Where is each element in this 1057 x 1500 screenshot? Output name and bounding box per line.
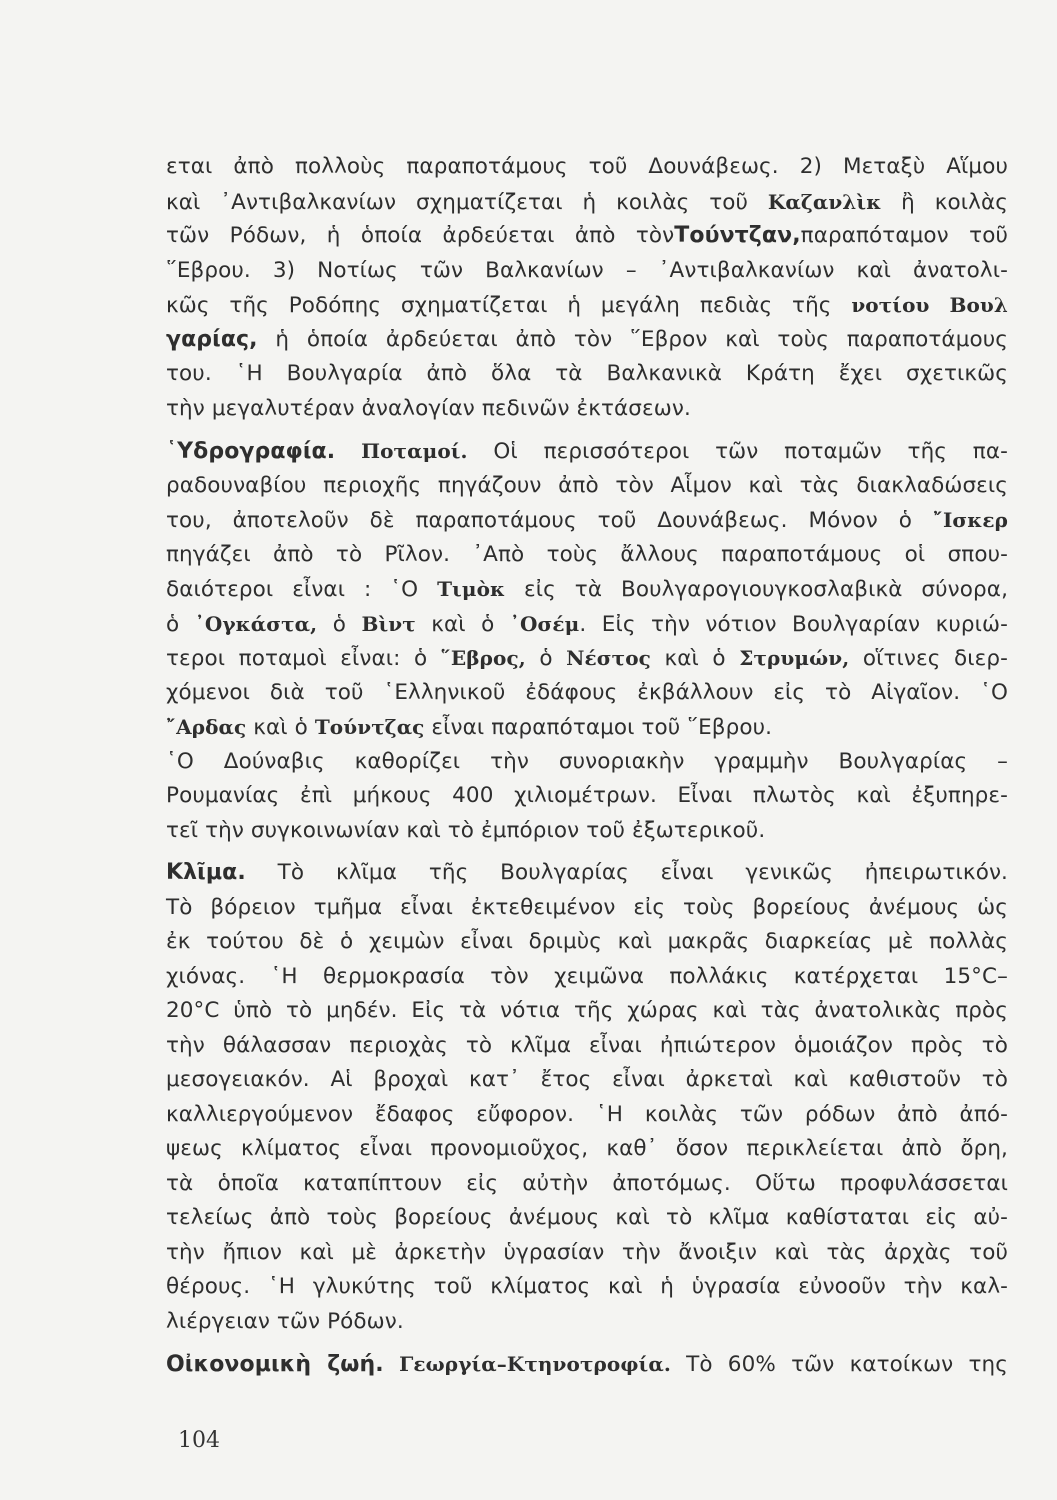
- text-line: [166, 1305, 1008, 1340]
- bold-term: ᾽Ογκάστα,: [194, 611, 318, 636]
- text-run: ῞Εβρου. 3) Νοτίως τῶν Βαλκανίων – ᾽Αντιβαλκανίων καὶ ἀνατολι-: [166, 257, 1008, 283]
- text-run: Τὸ κλῖμα τῆς Βουλγαρίας εἶναι γενικῶς ἠπειρωτικόν.: [245, 860, 1008, 885]
- text-line: [166, 503, 1008, 538]
- bold-term: ῎Αρδας: [166, 715, 247, 739]
- text-run: καλλιεργούμενον ἔδαφος εὔφορον. ῾Η κοιλὰς τῶν ρόδων ἀπὸ ἀπό-: [166, 1101, 1008, 1127]
- text-line: [166, 641, 1008, 676]
- text-run: ψεως κλίματος εἶναι προνομιοῦχος, καθ᾽ ὅσον περικλείεται ἀπὸ ὄρη,: [166, 1136, 1008, 1161]
- text-run: παραπόταμον τοῦ: [800, 223, 1008, 248]
- text-run: ἡ ὁποία ἀρδεύεται ἀπὸ τὸν ῞Εβρον καὶ τοὺς παραποτάμους: [257, 326, 1008, 352]
- text-run: τεῖ τὴν συγκοινωνίαν καὶ τὸ ἐμπόριον τοῦ ἐξωτερικοῦ.: [166, 817, 766, 843]
- text-line: [166, 994, 1008, 1029]
- text-run: τῶν Ρόδων, ἡ ὁποία ἀρδεύεται ἀπὸ τὸν: [166, 223, 675, 248]
- bold-term: Καζανλὶκ: [767, 189, 882, 214]
- body-text: [166, 150, 1008, 1382]
- text-line: [166, 1167, 1008, 1202]
- text-line: [166, 891, 1008, 926]
- text-line: [166, 150, 1008, 185]
- text-line: [166, 469, 1008, 504]
- text-run: χιόνας. ῾Η θερμοκρασία τὸν χειμῶνα πολλάκις κατέρχεται 15°C–: [166, 963, 1008, 989]
- section-heading: Κλῖμα.: [166, 860, 246, 885]
- text-line: [166, 676, 1008, 711]
- bold-term: ῞Εβρος,: [440, 646, 526, 670]
- text-run: Οἱ περισσότεροι τῶν ποταμῶν τῆς πα-: [467, 439, 1008, 464]
- text-line: [166, 434, 1008, 469]
- text-line: [166, 1098, 1008, 1133]
- text-run: ἐκ τούτου δὲ ὁ χειμὼν εἶναι δριμὺς καὶ μακρᾶς διαρκείας μὲ πολλὰς: [166, 929, 1008, 954]
- text-line: [166, 357, 1008, 392]
- text-run: πηγάζει ἀπὸ τὸ Ρῖλον. ᾽Απὸ τοὺς ἄλλους παραποτάμους οἱ σπου-: [166, 541, 1008, 567]
- text-run: 20°C ὑπὸ τὸ μηδέν. Εἰς τὰ νότια τῆς χώρας καὶ τὰς ἀνατολικὰς πρὸς: [166, 998, 1008, 1023]
- text-line: [166, 1063, 1008, 1098]
- text-run: ὁ: [166, 611, 195, 637]
- text-run: εἶναι παραπόταμοι τοῦ ῞Εβρου.: [424, 715, 773, 740]
- text-run: τὴν μεγαλυτέραν ἀναλογίαν πεδινῶν ἐκτάσεων.: [166, 395, 691, 421]
- text-run: χόμενοι διὰ τοῦ ῾Ελληνικοῦ ἐδάφους ἐκβάλλουν εἰς τὸ Αἰγαῖον. ῾Ο: [166, 679, 1008, 705]
- text-run: . Εἰς τὴν νότιον Βουλγαρίαν κυριώ-: [579, 611, 1008, 637]
- text-line: [166, 323, 1008, 358]
- text-run: καὶ ᾽Αντιβαλκανίων σχηματίζεται ἡ κοιλὰς τοῦ: [166, 189, 768, 215]
- text-line: [166, 710, 1008, 745]
- text-line: [166, 1029, 1008, 1064]
- text-line: [166, 1201, 1008, 1236]
- bold-term: ᾽Οσέμ: [509, 611, 580, 636]
- text-run: τελείως ἀπὸ τοὺς βορείους ἀνέμους καὶ τὸ κλῖμα καθίσταται εἰς αὐ-: [166, 1205, 1008, 1230]
- text-line: [166, 814, 1008, 849]
- text-run: καὶ ὁ: [415, 611, 510, 637]
- text-line: [166, 1132, 1008, 1167]
- section-heading: ῾Υδρογραφία.: [166, 439, 336, 464]
- bold-term: Βὶντ: [361, 611, 416, 636]
- section-heading: γαρίας,: [166, 326, 258, 352]
- text-run: τεροι ποταμοὶ εἶναι: ὁ: [166, 646, 441, 671]
- bold-term: ῎Ισκερ: [932, 508, 1008, 532]
- text-run: του. ῾Η Βουλγαρία ἀπὸ ὅλα τὰ Βαλκανικὰ Κράτη ἔχει σχετικῶς: [166, 361, 1008, 386]
- bold-term: Γεωργία–Κτηνοτροφία.: [383, 1352, 671, 1376]
- bold-term: Τούντζας: [314, 715, 425, 739]
- text-run: κῶς τῆς Ροδόπης σχηματίζεται ἡ μεγάλη πεδιὰς τῆς: [166, 293, 852, 318]
- text-line: [166, 572, 1008, 607]
- text-run: καὶ ὁ: [650, 646, 740, 671]
- text-run: ραδουναβίου περιοχῆς πηγάζουν ἀπὸ τὸν Αἷμον καὶ τὰς διακλαδώσεις: [166, 472, 1008, 498]
- text-line: [166, 219, 1008, 254]
- bold-term: Τιμὸκ: [437, 577, 506, 601]
- bold-term: Νέστος: [566, 646, 651, 670]
- text-line: [166, 960, 1008, 995]
- text-run: τὴν θάλασσαν περιοχὰς τὸ κλῖμα εἶναι ἠπιώτερον ὁμοιάζον πρὸς τὸ: [166, 1032, 1008, 1058]
- text-line: [166, 925, 1008, 960]
- text-run: οἵτινες διερ-: [849, 646, 1008, 671]
- section-heading: Οἰκονομικὴ ζωή.: [166, 1352, 384, 1377]
- text-run: Τὸ βόρειον τμῆμα εἶναι ἐκτεθειμένον εἰς τοὺς βορείους ἀνέμους ὡς: [166, 894, 1008, 920]
- text-run: ῾Ο Δούναβις καθορίζει τὴν συνοριακὴν γραμμὴν Βουλγαρίας –: [166, 748, 1008, 774]
- text-line: [166, 185, 1008, 220]
- text-line: [166, 288, 1008, 323]
- text-line: [166, 1236, 1008, 1271]
- text-line: [166, 254, 1008, 289]
- text-line: [166, 538, 1008, 573]
- text-line: [166, 856, 1008, 891]
- text-run: ἢ κοιλὰς: [881, 189, 1008, 215]
- text-line: [166, 745, 1008, 780]
- text-run: μεσογειακόν. Αἱ βροχαὶ κατ᾽ ἔτος εἶναι ἀρκεταὶ καὶ καθιστοῦν τὸ: [166, 1067, 1008, 1092]
- text-run: Ρουμανίας ἐπὶ μήκους 400 χιλιομέτρων. Εἶναι πλωτὸς καὶ ἐξυπηρε-: [166, 783, 1008, 808]
- text-line: [166, 607, 1008, 642]
- text-line: [166, 1347, 1008, 1382]
- bold-term: νοτίου Βουλ: [851, 293, 1008, 317]
- bold-term: Ποταμοί.: [335, 439, 468, 463]
- text-run: εἰς τὰ Βουλγαρογιουγκοσλαβικὰ σύνορα,: [505, 577, 1008, 602]
- text-run: θέρους. ῾Η γλυκύτης τοῦ κλίματος καὶ ἡ ὑγρασία εὐνοοῦν τὴν καλ-: [166, 1274, 1008, 1299]
- text-run: του, ἀποτελοῦν δὲ παραποτάμους τοῦ Δουνάβεως. Μόνον ὁ: [166, 508, 933, 533]
- text-run: τὰ ὁποῖα καταπίπτουν εἰς αὐτὴν ἀποτόμως. Οὕτω προφυλάσσεται: [166, 1170, 1008, 1196]
- text-run: εται ἀπὸ πολλοὺς παραποτάμους τοῦ Δουνάβεως. 2) Μεταξὺ Αἵμου: [166, 154, 1008, 179]
- text-line: [166, 1270, 1008, 1305]
- text-run: καὶ ὁ: [246, 715, 315, 740]
- text-run: τὴν ἤπιον καὶ μὲ ἀρκετὴν ὑγρασίαν τὴν ἄνοιξιν καὶ τὰς ἀρχὰς τοῦ: [166, 1239, 1008, 1265]
- text-run: λιέργειαν τῶν Ρόδων.: [166, 1308, 404, 1334]
- text-line: [166, 392, 1008, 427]
- page-number: 104: [178, 1428, 220, 1453]
- section-heading: Τούντζαν,: [674, 223, 801, 248]
- text-run: ὁ: [317, 611, 362, 637]
- text-run: δαιότεροι εἶναι : ῾Ο: [166, 577, 438, 602]
- text-run: Τὸ 60% τῶν κατοίκων της: [670, 1352, 1008, 1377]
- text-run: ὁ: [525, 646, 567, 671]
- text-line: [166, 779, 1008, 814]
- bold-term: Στρυμών,: [739, 646, 850, 670]
